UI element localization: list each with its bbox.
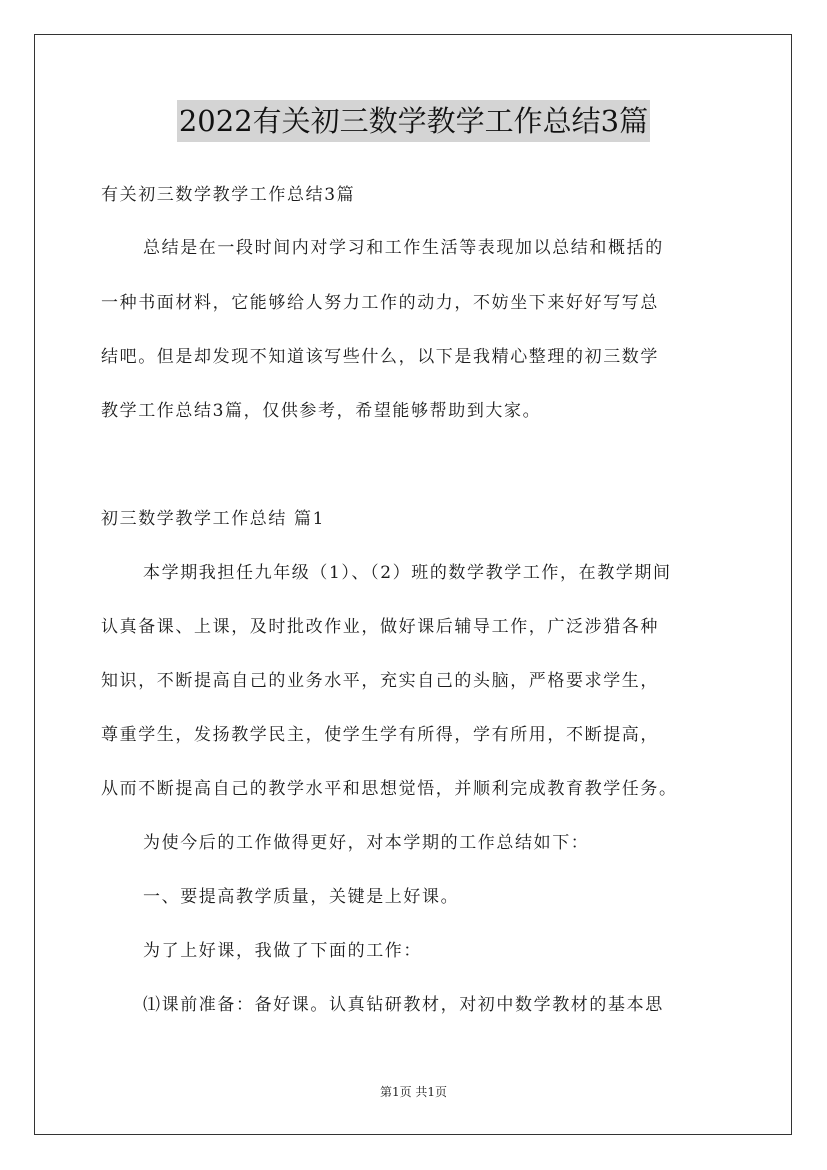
body-line-2: 认真备课、上课，及时批改作业，做好课后辅导工作，广泛涉猎各种: [101, 617, 659, 637]
page-footer: 第1页 共1页: [379, 1085, 448, 1099]
document-title: 2022有关初三数学教学工作总结3篇: [177, 100, 650, 142]
body-line-8: 为了上好课，我做了下面的工作：: [143, 941, 422, 961]
intro-line-4: 教学工作总结3篇，仅供参考，希望能够帮助到大家。: [101, 401, 542, 421]
intro-line-1: 总结是在一段时间内对学习和工作生活等表现加以总结和概括的: [143, 238, 664, 258]
intro-line-2: 一种书面材料，它能够给人努力工作的动力，不妨坐下来好好写写总: [101, 293, 659, 313]
intro-line-3: 结吧。但是却发现不知道该写些什么，以下是我精心整理的初三数学: [101, 347, 659, 367]
body-line-5: 从而不断提高自己的教学水平和思想觉悟，并顺利完成教育教学任务。: [101, 779, 678, 799]
title-container: [0, 100, 827, 142]
body-line-1: 本学期我担任九年级（1）、（2）班的数学教学工作，在教学期间: [143, 563, 672, 583]
body-line-6: 为使今后的工作做得更好，对本学期的工作总结如下：: [143, 833, 590, 853]
body-line-7: 一、要提高教学质量，关键是上好课。: [143, 887, 460, 907]
section-heading: 初三数学教学工作总结 篇1: [101, 509, 326, 529]
body-line-9: ⑴课前准备：备好课。认真钻研教材，对初中数学教材的基本思: [143, 995, 664, 1015]
document-subtitle: 有关初三数学教学工作总结3篇: [101, 185, 356, 205]
body-line-3: 知识，不断提高自己的业务水平，充实自己的头脑，严格要求学生，: [101, 671, 659, 691]
body-line-4: 尊重学生，发扬教学民主，使学生学有所得，学有所用，不断提高，: [101, 725, 659, 745]
